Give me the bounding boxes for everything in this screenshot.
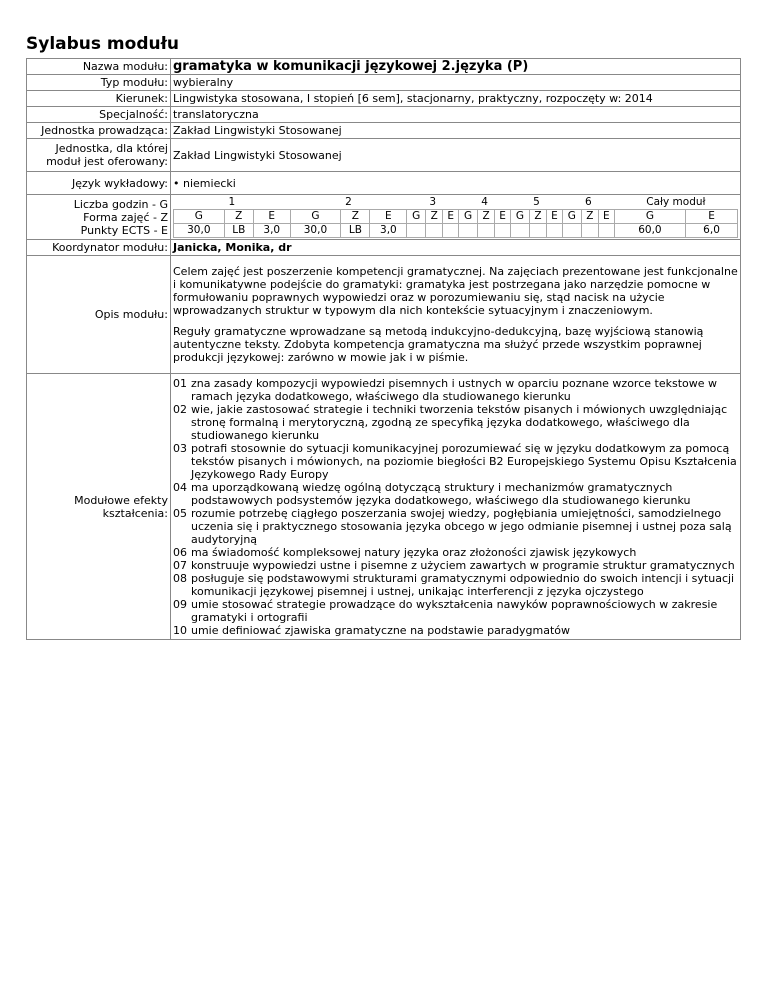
outcome-text: umie stosować strategie prowadzące do wykształcenia nawyków poprawnościowych w zakresie gramatyki i ortografii bbox=[191, 598, 718, 624]
outcome-text: wie, jakie zastosować strategie i techniki tworzenia tekstów pisanych i mówionych uwzględniając stronę formalną i merytoryczną, zgodną ze specyfiką języka dodatkowego, właściwego dla studiowanego kierunku bbox=[191, 403, 728, 442]
outcome-text: posługuje się podstawowymi strukturami gramatycznymi odpowiednio do swoich intencji i sytuacji komunikacji językowej pisemnej i ustnej, unikając interferencji z języka ojczystego bbox=[191, 572, 735, 598]
outcomes-list bbox=[173, 377, 738, 637]
s2-z: LB bbox=[341, 224, 370, 238]
s5-z bbox=[529, 224, 546, 238]
efekty-label bbox=[27, 374, 171, 640]
outcome-number: 01 bbox=[173, 377, 187, 390]
hours-value-row bbox=[174, 224, 738, 238]
sub-e: E bbox=[598, 210, 614, 224]
jednostka2-label-line1: Jednostka, dla której bbox=[55, 142, 168, 155]
s1-g: 30,0 bbox=[174, 224, 225, 238]
page-title: Sylabus modułu bbox=[26, 34, 180, 54]
nazwa-label: Nazwa modułu: bbox=[27, 59, 171, 75]
outcome-item bbox=[173, 481, 738, 507]
kierunek-label: Kierunek: bbox=[27, 91, 171, 107]
outcome-text: zna zasady kompozycji wypowiedzi pisemnych i ustnych w oparciu poznane wzorce tekstowe w ramach języka dodatkowego, właściwego dla studiowanego kierunku bbox=[191, 377, 718, 403]
total-e: 6,0 bbox=[686, 224, 738, 238]
sub-z: Z bbox=[581, 210, 598, 224]
typ-label: Typ modułu: bbox=[27, 75, 171, 91]
module-name: gramatyka w komunikacji językowej 2.języka (P) bbox=[171, 59, 741, 75]
outcome-number: 03 bbox=[173, 442, 187, 455]
outcome-number: 08 bbox=[173, 572, 187, 585]
sub-z: Z bbox=[224, 210, 253, 224]
outcome-number: 07 bbox=[173, 559, 187, 572]
description-paragraph-1: Celem zajęć jest poszerzenie kompetencji gramatycznej. Na zajęciach prezentowane jest funkcjonalne i komunikatywne podejście do gramatyki: gramatyka jest postrzegana jako narzędzie pomocne w formułowaniu poprawnych wypowiedzi oraz w porozumiewaniu się, stąd nacisk na użycie wprowadzanych struktur w typowym dla nich kontekście sytuacyjnym i znaczeniowym. bbox=[173, 265, 738, 317]
syllabus-table bbox=[26, 58, 741, 640]
s3-e bbox=[443, 224, 459, 238]
sub-g: G bbox=[511, 210, 530, 224]
sub-z: Z bbox=[426, 210, 443, 224]
outcome-item bbox=[173, 546, 738, 559]
sub-z: Z bbox=[341, 210, 370, 224]
outcome-number: 10 bbox=[173, 624, 187, 637]
outcome-number: 06 bbox=[173, 546, 187, 559]
outcome-text: ma świadomość kompleksowej natury języka oraz złożoności zjawisk językowych bbox=[191, 546, 637, 559]
outcome-number: 02 bbox=[173, 403, 187, 416]
jezyk-label: Język wykładowy: bbox=[27, 172, 171, 195]
module-description bbox=[171, 256, 741, 374]
jednostka2-label bbox=[27, 139, 171, 172]
koordynator-label: Koordynator modułu: bbox=[27, 240, 171, 256]
outcome-text: rozumie potrzebę ciągłego poszerzania swojej wiedzy, pogłębiania umiejętności, samodzielnego uczenia się i praktycznego stosowania języka obcego w jego odmianie pisemnej i ustnej poza salą audytoryjną bbox=[191, 507, 732, 546]
efekty-label-line2: kształcenia: bbox=[102, 506, 168, 520]
sub-g: G bbox=[174, 210, 225, 224]
outcome-item bbox=[173, 507, 738, 546]
coordinator: Janicka, Monika, dr bbox=[171, 240, 741, 256]
outcome-text: ma uporządkowaną wiedzę ogólną dotyczącą struktury i mechanizmów gramatycznych podstawowych podsystemów języka dodatkowego, właściwego dla studiowanego kierunku bbox=[191, 481, 691, 507]
hours-semester-row bbox=[174, 196, 738, 210]
sub-g: G bbox=[459, 210, 478, 224]
s5-e bbox=[547, 224, 563, 238]
semester-2: 2 bbox=[345, 196, 352, 208]
outcome-text: umie definiować zjawiska gramatyczne na podstawie paradygmatów bbox=[191, 624, 571, 637]
teaching-unit: Zakład Lingwistyki Stosowanej bbox=[171, 123, 741, 139]
outcome-text: konstruuje wypowiedzi ustne i pisemne z użyciem zawartych w programie struktur gramatycznych bbox=[191, 559, 735, 572]
s1-e: 3,0 bbox=[253, 224, 290, 238]
sub-z: Z bbox=[478, 210, 495, 224]
specialization: translatoryczna bbox=[171, 107, 741, 123]
outcome-number: 04 bbox=[173, 481, 187, 494]
field-of-study: Lingwistyka stosowana, I stopień [6 sem], stacjonarny, praktyczny, rozpoczęty w: 2014 bbox=[171, 91, 741, 107]
sub-e: E bbox=[253, 210, 290, 224]
s3-g bbox=[407, 224, 426, 238]
s4-g bbox=[459, 224, 478, 238]
sub-g: G bbox=[407, 210, 426, 224]
specjalnosc-label: Specjalność: bbox=[27, 107, 171, 123]
semester-4: 4 bbox=[481, 196, 488, 208]
sub-e: E bbox=[443, 210, 459, 224]
efekty-label-line1: Modułowe efekty bbox=[74, 493, 168, 507]
total-g: 60,0 bbox=[614, 224, 685, 238]
hours-label-z: Forma zajęć - Z bbox=[83, 210, 168, 224]
s6-z bbox=[581, 224, 598, 238]
outcome-item bbox=[173, 559, 738, 572]
s6-e bbox=[598, 224, 614, 238]
module-type: wybieralny bbox=[171, 75, 741, 91]
learning-outcomes bbox=[171, 374, 741, 640]
semester-1: 1 bbox=[228, 196, 236, 208]
sub-e: E bbox=[495, 210, 511, 224]
hours-sub-row bbox=[174, 210, 738, 224]
outcome-text: potrafi stosownie do sytuacji komunikacyjnej porozumiewać się w języku dodatkowym za pomocą tekstów pisanych i mówionych, na poziomie biegłości B2 Europejskiego Systemu Opisu Kształcenia Językowego Rady Europy bbox=[191, 442, 737, 481]
s4-e bbox=[495, 224, 511, 238]
s2-g: 30,0 bbox=[290, 224, 341, 238]
outcome-item bbox=[173, 598, 738, 624]
offering-unit: Zakład Lingwistyki Stosowanej bbox=[171, 139, 741, 172]
language-list bbox=[173, 177, 738, 190]
hours-cell bbox=[171, 195, 741, 240]
sub-e: E bbox=[686, 210, 738, 224]
opis-label: Opis modułu: bbox=[27, 256, 171, 374]
description-paragraph-2: Reguły gramatyczne wprowadzane są metodą indukcyjno-dedukcyjną, bazę wyjściową stanowią autentyczne teksty. Zdobyta kompetencja gramatyczna ma służyć przede wszystkim poprawnej produkcji językowej: zarówno w mowie jak i w piśmie. bbox=[173, 325, 704, 364]
s5-g bbox=[511, 224, 530, 238]
sub-e: E bbox=[547, 210, 563, 224]
sub-g: G bbox=[614, 210, 685, 224]
outcome-item bbox=[173, 624, 738, 637]
sub-e: E bbox=[370, 210, 407, 224]
s2-e: 3,0 bbox=[370, 224, 407, 238]
sub-g: G bbox=[562, 210, 581, 224]
s1-z: LB bbox=[224, 224, 253, 238]
jednostka-label: Jednostka prowadząca: bbox=[27, 123, 171, 139]
outcome-number: 05 bbox=[173, 507, 187, 520]
language-cell bbox=[171, 172, 741, 195]
language-item: • niemiecki bbox=[173, 177, 738, 190]
hours-label-g: Liczba godzin - G bbox=[73, 197, 168, 211]
sub-z: Z bbox=[529, 210, 546, 224]
semester-3: 3 bbox=[429, 196, 437, 208]
sub-g: G bbox=[290, 210, 341, 224]
semester-5: 5 bbox=[533, 196, 540, 208]
hours-label bbox=[27, 195, 171, 240]
outcome-item bbox=[173, 377, 738, 403]
jednostka2-label-line2: moduł jest oferowany: bbox=[46, 155, 168, 168]
total-label: Cały moduł bbox=[646, 196, 706, 208]
hours-label-e: Punkty ECTS - E bbox=[80, 223, 168, 237]
s4-z bbox=[478, 224, 495, 238]
semester-6: 6 bbox=[584, 196, 592, 208]
outcome-number: 09 bbox=[173, 598, 187, 611]
outcome-item bbox=[173, 572, 738, 598]
s6-g bbox=[562, 224, 581, 238]
s3-z bbox=[426, 224, 443, 238]
hours-table bbox=[173, 196, 738, 238]
outcome-item bbox=[173, 403, 738, 442]
outcome-item bbox=[173, 442, 738, 481]
